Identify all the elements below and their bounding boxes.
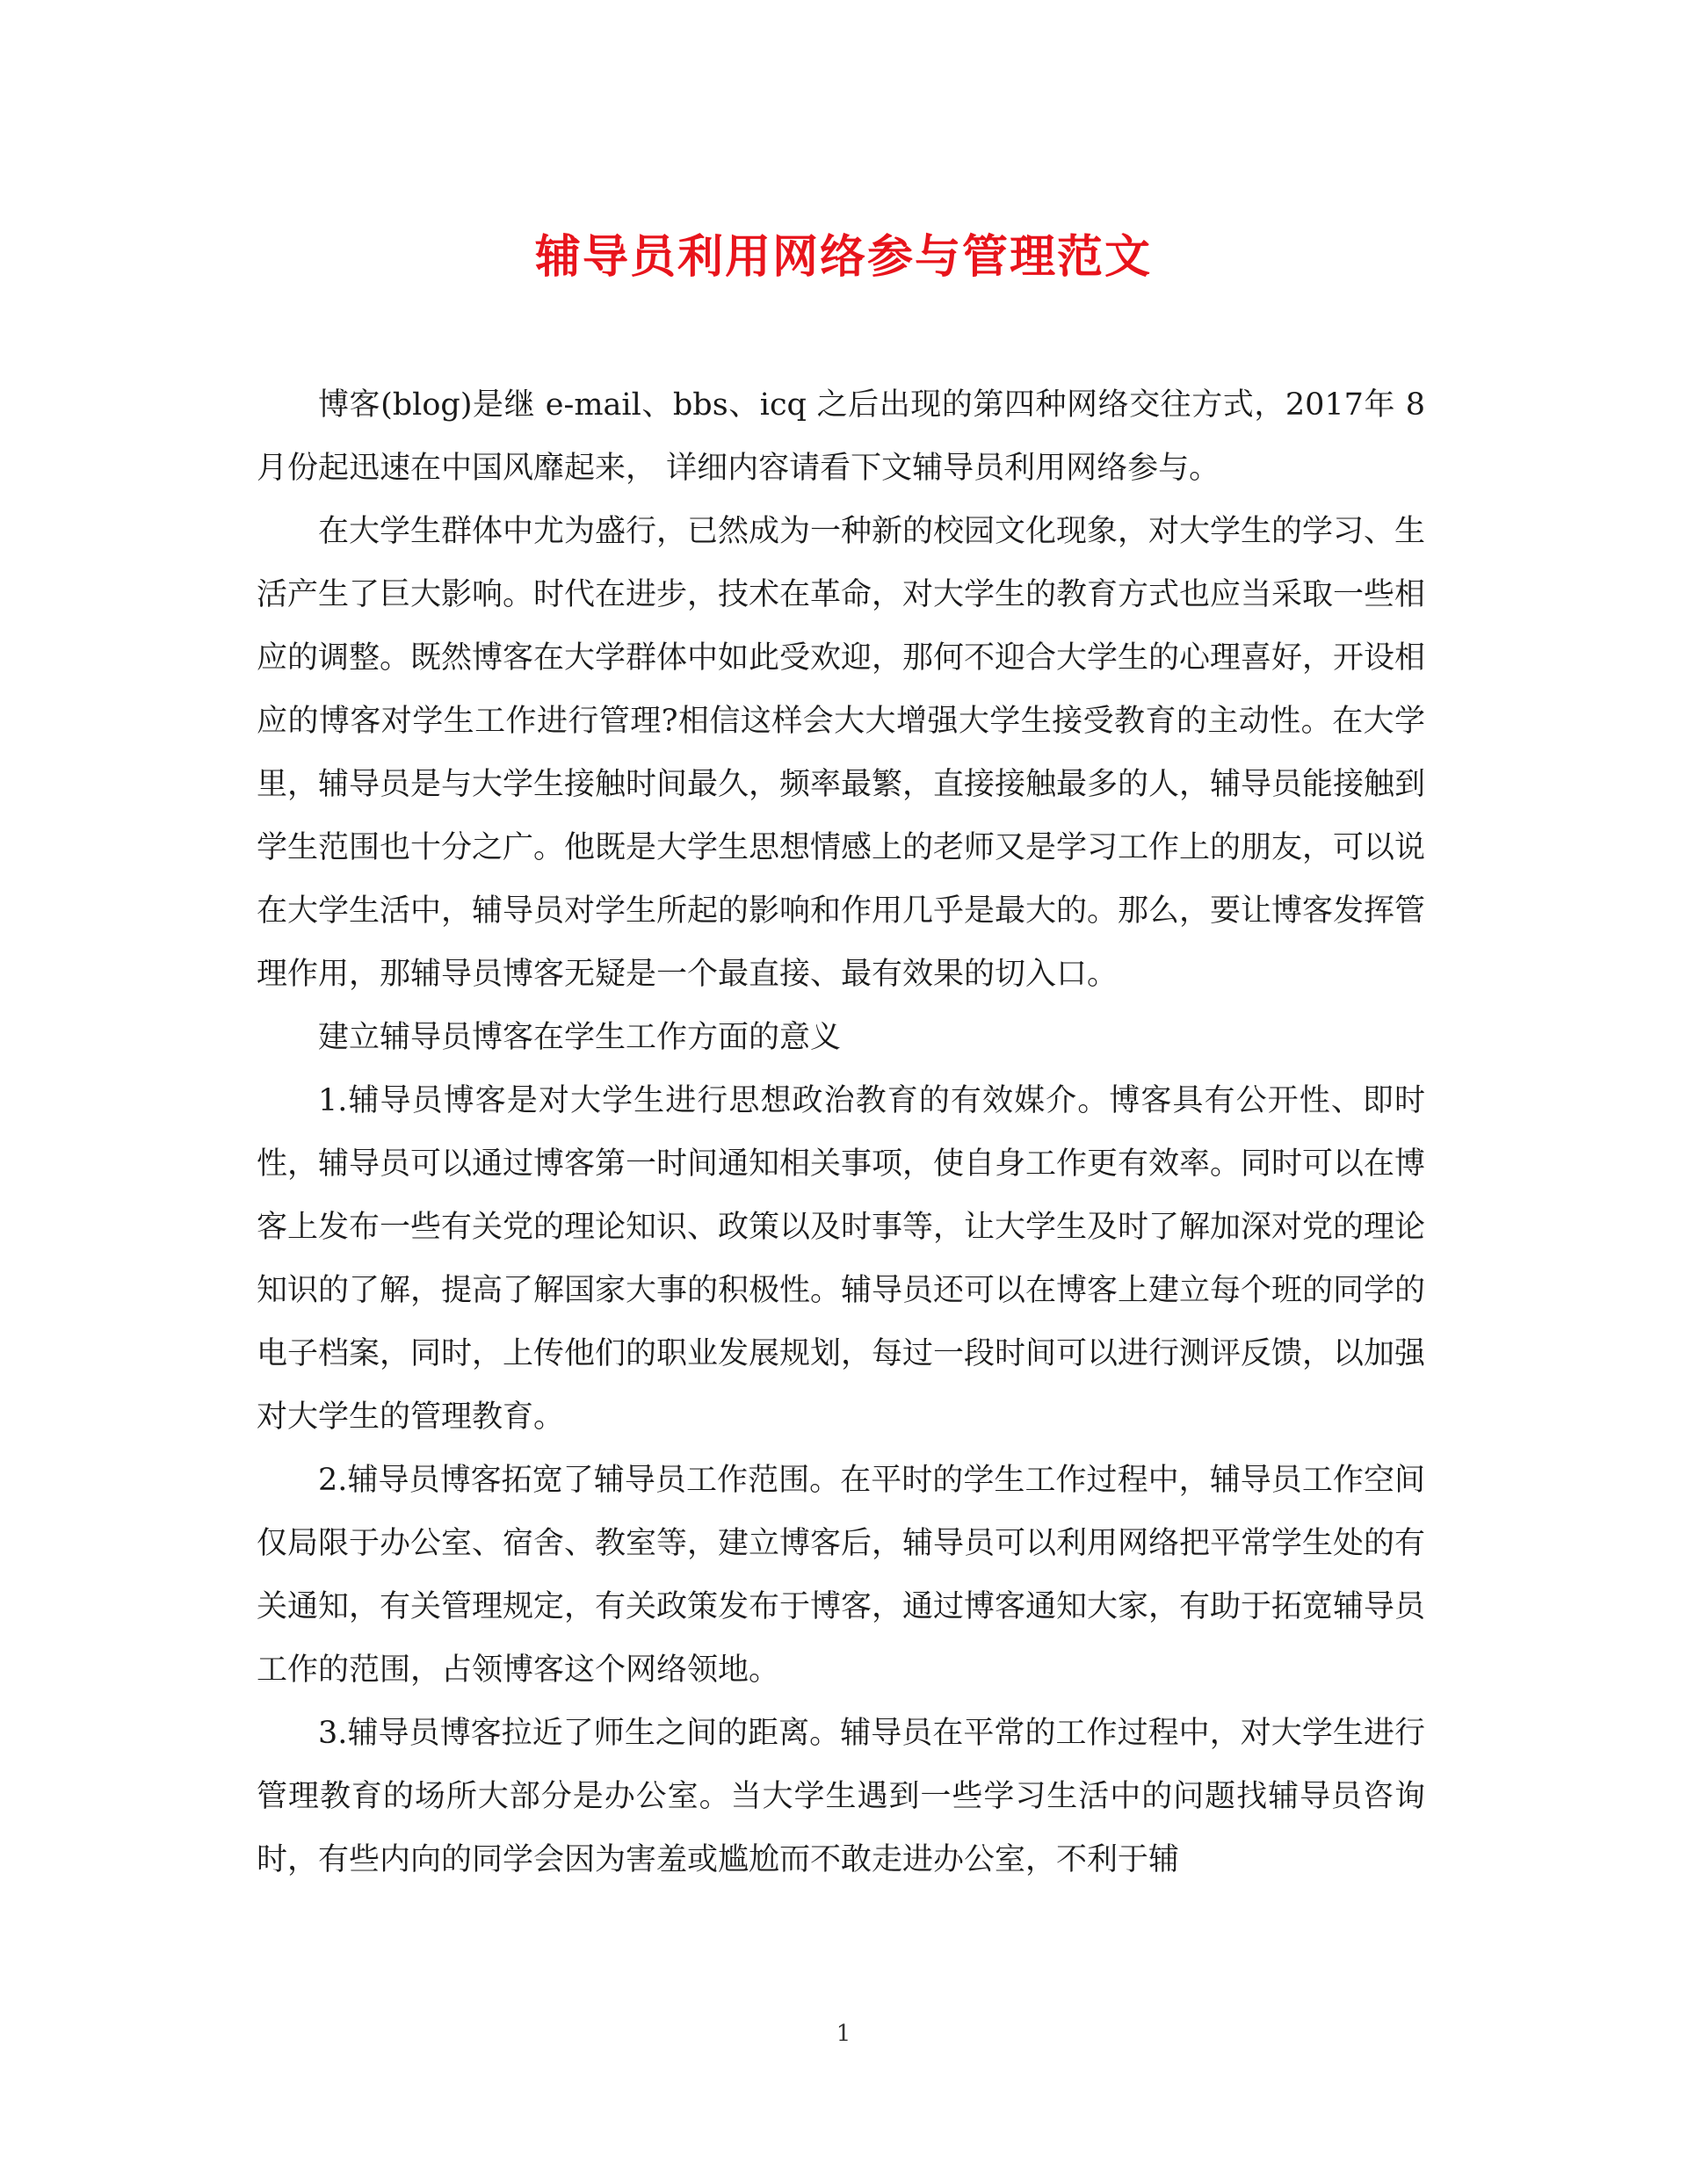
- paragraph-point-1: 1.辅导员博客是对大学生进行思想政治教育的有效媒介。博客具有公开性、即时性，辅导员可以通过博客第一时间通知相关事项，使自身工作更有效率。同时可以在博客上发布一些有关党的理论知识、政策以及时事等，让大学生及时了解加深对党的理论知识的了解，提高了解国家大事的积极性。辅导员还可以在博客上建立每个班的同学的电子档案，同时，上传他们的职业发展规划，每过一段时间可以进行测评反馈，以加强对大学生的管理教育。: [257, 1083, 1426, 1435]
- paragraph-point-2: 2.辅导员博客拓宽了辅导员工作范围。在平时的学生工作过程中，辅导员工作空间仅局限于办公室、宿舍、教室等，建立博客后，辅导员可以利用网络把平常学生处的有关通知，有关管理规定，有关政策发布于博客，通过博客通知大家，有助于拓宽辅导员工作的范围，占领博客这个网络领地。: [257, 1463, 1426, 1688]
- section-heading-significance: 建立辅导员博客在学生工作方面的意义: [318, 1020, 842, 1055]
- document-body: [257, 373, 1425, 1891]
- paragraph-background: 在大学生群体中尤为盛行，已然成为一种新的校园文化现象，对大学生的学习、生活产生了巨大影响。时代在进步，技术在革命，对大学生的教育方式也应当采取一些相应的调整。既然博客在大学群体中如此受欢迎，那何不迎合大学生的心理喜好，开设相应的博客对学生工作进行管理?相信这样会大大增强大学生接受教育的主动性。在大学里，辅导员是与大学生接触时间最久，频率最繁，直接接触最多的人，辅导员能接触到学生范围也十分之广。他既是大学生思想情感上的老师又是学习工作上的朋友，可以说在大学生活中，辅导员对学生所起的影响和作用几乎是最大的。那么，要让博客发挥管理作用，那辅导员博客无疑是一个最直接、最有效果的切入口。: [257, 514, 1426, 992]
- paragraph-intro: 博客(blog)是继 e-mail、bbs、icq 之后出现的第四种网络交往方式，2017年 8 月份起迅速在中国风靡起来， 详细内容请看下文辅导员利用网络参与。: [257, 387, 1425, 486]
- paragraph-point-3: 3.辅导员博客拉近了师生之间的距离。辅导员在平常的工作过程中，对大学生进行管理教育的场所大部分是办公室。当大学生遇到一些学习生活中的问题找辅导员咨询时，有些内向的同学会因为害羞或尴尬而不敢走进办公室，不利于辅: [257, 1716, 1425, 1877]
- page-number: 1: [836, 2021, 851, 2047]
- document-title: 辅导员利用网络参与管理范文: [534, 230, 1152, 284]
